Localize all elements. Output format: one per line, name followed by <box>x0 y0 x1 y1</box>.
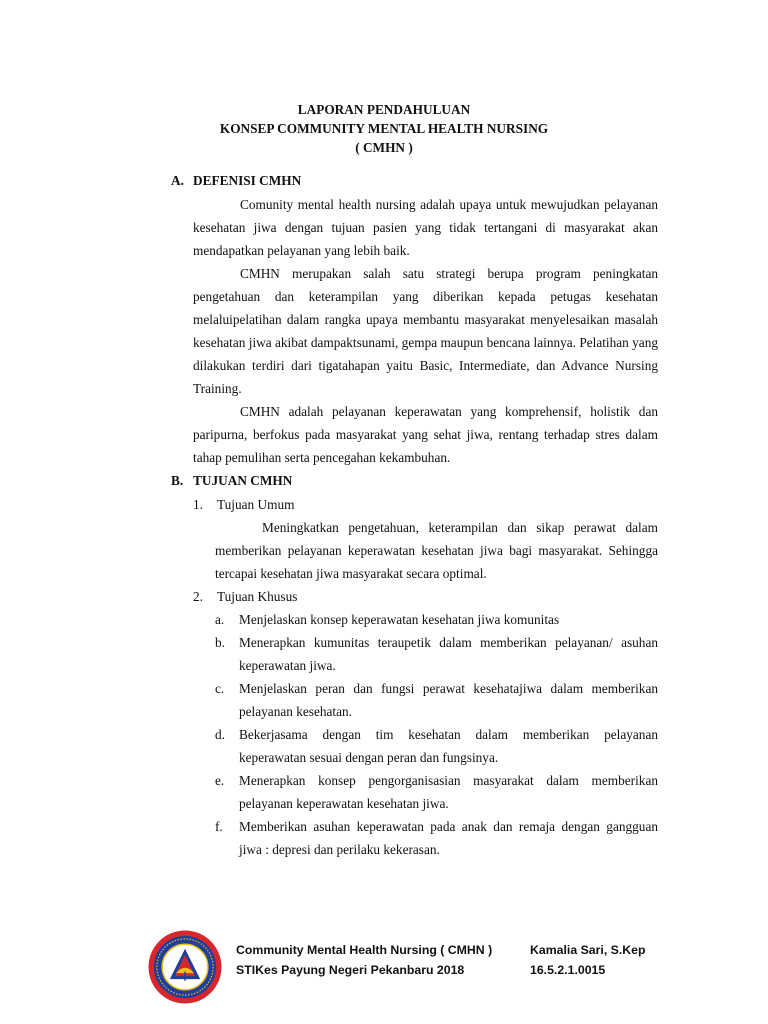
list-item <box>215 631 660 677</box>
list-item-text: Menjelaskan peran dan fungsi perawat kesehatajiwa dalam memberikan pelayanan kesehatan. <box>239 681 658 719</box>
list-item-letter: f. <box>215 819 223 834</box>
seal-umbrella-handle <box>184 972 186 981</box>
definition-paragraph-2: CMHN merupakan salah satu strategi berupa program peningkatan pengetahuan dan keterampilan yang diberikan kepada petugas kesehatan melaluipelatihan dalam rangka upaya membantu masyarakat menyelesaikan masalah kesehatan jiwa akibat dampaktsunami, gempa maupun bencana lainnya. Pelatihan yang dilakukan terdiri dari tigatahapan yaitu Basic, Intermediate, dan Advance Nursing Training. <box>193 266 658 396</box>
footer-right <box>530 940 646 980</box>
footer-student-id: 16.5.2.1.0015 <box>530 963 606 977</box>
definition-paragraph-1: Comunity mental health nursing adalah upaya untuk mewujudkan pelayanan kesehatan jiwa dengan tujuan pasien yang tidak tertangani di masyarakat akan mendapatkan pelayanan yang lebih baik. <box>193 197 658 258</box>
tujuan-umum-heading <box>193 493 663 516</box>
list-item-text: Bekerjasama dengan tim kesehatan dalam memberikan pelayanan keperawatan sesuai dengan peran dan fungsinya. <box>239 727 658 765</box>
list-item-text: Menerapkan kumunitas teraupetik dalam memberikan pelayanan/ asuhan keperawatan jiwa. <box>239 635 658 673</box>
tujuan-umum-label: Tujuan Umum <box>217 497 295 512</box>
list-item <box>215 723 660 769</box>
section-a-heading <box>171 173 301 189</box>
footer-course-title: Community Mental Health Nursing ( CMHN ) <box>236 943 493 957</box>
definition-paragraph-3: CMHN adalah pelayanan keperawatan yang komprehensif, holistik dan paripurna, berfokus pada masyarakat yang sehat jiwa, rentang terhadap stres dalam tahap pemulihan serta pencegahan kekambuhan. <box>193 404 658 465</box>
footer-institution: STIKes Payung Negeri Pekanbaru 2018 <box>236 963 465 977</box>
list-item <box>215 815 660 861</box>
title-line-3: ( CMHN ) <box>355 140 413 155</box>
list-item-letter: d. <box>215 727 225 742</box>
section-b-heading <box>171 473 292 489</box>
list-item-letter: e. <box>215 773 225 788</box>
list-item-letter: c. <box>215 681 225 696</box>
tujuan-umum-number: 1. <box>193 497 203 512</box>
tujuan-khusus-label: Tujuan Khusus <box>217 589 298 604</box>
section-b-letter: B. <box>171 473 184 488</box>
footer-left <box>236 940 492 980</box>
document-title <box>0 100 768 157</box>
list-item-letter: b. <box>215 635 225 650</box>
list-item-text: Menjelaskan konsep keperawatan kesehatan jiwa komunitas <box>239 612 560 627</box>
title-line-1: LAPORAN PENDAHULUAN <box>297 102 471 117</box>
institution-seal-icon <box>147 929 223 1005</box>
list-item-text: Memberikan asuhan keperawatan pada anak dan remaja dengan gangguan jiwa : depresi dan perilaku kekerasan. <box>239 819 658 857</box>
list-item-text: Menerapkan konsep pengorganisasian masyarakat dalam memberikan pelayanan keperawatan kesehatan jiwa. <box>239 773 658 811</box>
list-item <box>215 608 660 631</box>
list-item-letter: a. <box>215 612 225 627</box>
footer-author-name: Kamalia Sari, S.Kep <box>530 943 646 957</box>
tujuan-khusus-heading <box>193 585 663 608</box>
section-a-letter: A. <box>171 173 184 188</box>
list-item <box>215 677 660 723</box>
section-a-title: DEFENISI CMHN <box>193 173 302 188</box>
list-item <box>215 769 660 815</box>
section-b-title: TUJUAN CMHN <box>193 473 293 488</box>
tujuan-umum-text: Meningkatkan pengetahuan, keterampilan dan sikap perawat dalam memberikan pelayanan keperawatan kesehatan jiwa bagi masyarakat. Sehingga tercapai kesehatan jiwa masyarakat secara optimal. <box>215 520 658 581</box>
title-line-2: KONSEP COMMUNITY MENTAL HEALTH NURSING <box>219 121 549 136</box>
tujuan-khusus-number: 2. <box>193 589 203 604</box>
